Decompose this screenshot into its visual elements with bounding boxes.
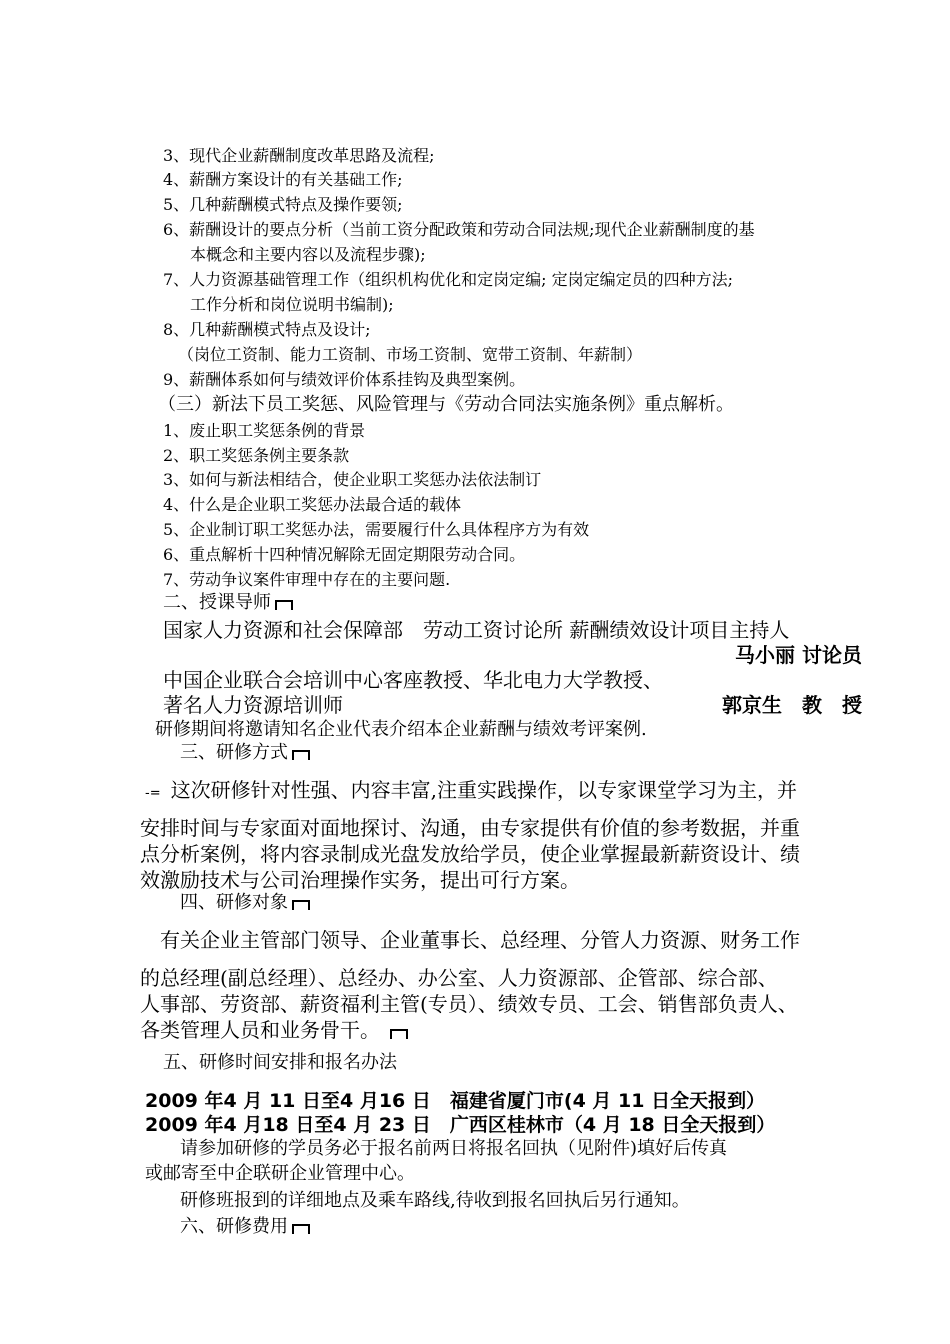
paragraph-line: 安排时间与专家面对面地探讨、沟通，由专家提供有价值的参考数据，并重	[140, 816, 800, 840]
list-item: 4、薪酬方案设计的有关基础工作;	[163, 170, 403, 189]
instructor-name: 郭京生 教 授	[722, 693, 862, 717]
list-item: 5、几种薪酬模式特点及操作要领;	[163, 195, 403, 214]
paragraph-line: 点分析案例，将内容录制成光盘发放给学员，使企业掌握最新薪资设计、绩	[140, 842, 800, 866]
list-item-continuation: （岗位工资制、能力工资制、市场工资制、宽带工资制、年薪制）	[178, 345, 643, 364]
instructor-note: 研修期间将邀请知名企业代表介绍本企业薪酬与绩效考评案例.	[155, 719, 647, 740]
paragraph-line: 请参加研修的学员务必于报名前两日将报名回执（见附件)填好后传真	[180, 1138, 728, 1159]
section-heading-target	[180, 894, 310, 912]
list-item: 8、几种薪酬模式特点及设计;	[163, 320, 371, 339]
schedule-line: 2009 年4 月18 日至4 月 23 日 广西区桂林市（4 月 18 日全天报到）	[145, 1114, 776, 1136]
instructor-name: 马小丽 讨论员	[735, 643, 862, 667]
list-item-continuation: 本概念和主要内容以及流程步骤);	[190, 245, 426, 264]
list-item: 7、劳动争议案件审理中存在的主要问题.	[163, 570, 451, 589]
list-item: 9、薪酬体系如何与绩效评价体系挂钩及典型案例。	[163, 370, 526, 389]
list-item: 6、重点解析十四种情况解除无固定期限劳动合同。	[163, 545, 526, 564]
edit-mark-icon	[275, 600, 293, 610]
section-heading-schedule: 五、研修时间安排和报名办法	[163, 1052, 397, 1073]
list-item: 7、人力资源基础管理工作（组织机构优化和定岗定编; 定岗定编定员的四种方法;	[163, 270, 734, 289]
bullet-mark: -=	[145, 786, 161, 801]
list-item: 4、什么是企业职工奖惩办法最合适的载体	[163, 495, 462, 514]
paragraph-line	[140, 1020, 408, 1040]
list-item: 2、职工奖惩条例主要条款	[163, 446, 350, 465]
heading-text: 六、研修费用	[180, 1216, 288, 1237]
list-item-continuation: 工作分析和岗位说明书编制);	[190, 295, 394, 314]
section-heading-fee	[180, 1218, 310, 1236]
paragraph-line: 或邮寄至中企联研企业管理中心。	[145, 1163, 415, 1184]
list-item: 3、现代企业薪酬制度改革思路及流程;	[163, 146, 435, 165]
heading-text: 三、研修方式	[180, 742, 288, 763]
instructor-title: 著名人力资源培训师	[163, 693, 343, 717]
instructor-org: 国家人力资源和社会保障部 劳动工资讨论所 薪酬绩效设计项目主持人	[163, 618, 790, 642]
list-item: 5、企业制订职工奖惩办法，需要履行什么具体程序方为有效	[163, 520, 590, 539]
list-item: 3、如何与新法相结合，使企业职工奖惩办法依法制订	[163, 470, 542, 489]
list-item: 6、薪酬设计的要点分析（当前工资分配政策和劳动合同法规;现代企业薪酬制度的基	[163, 220, 755, 239]
edit-mark-icon	[390, 1029, 408, 1039]
edit-mark-icon	[292, 1224, 310, 1234]
paragraph-line: 人事部、劳资部、薪资福利主管(专员）、绩效专员、工会、销售部负责人、	[140, 992, 798, 1016]
schedule-line: 2009 年4 月 11 日至4 月16 日 福建省厦门市(4 月 11 日全天报到）	[145, 1090, 766, 1112]
section-title: （三）新法下员工奖惩、风险管理与《劳动合同法实施条例》重点解析。	[158, 394, 734, 415]
paragraph-line: 的总经理(副总经理）、总经办、办公室、人力资源部、企管部、综合部、	[140, 966, 778, 990]
section-heading-method	[180, 744, 310, 762]
paragraph-line	[145, 780, 797, 800]
edit-mark-icon	[292, 900, 310, 910]
list-item: 1、废止职工奖惩条例的背景	[163, 421, 366, 440]
paragraph-text: 各类管理人员和业务骨干。	[140, 1018, 380, 1042]
edit-mark-icon	[292, 750, 310, 760]
section-heading-instructors	[163, 594, 293, 612]
instructor-title: 中国企业联合会培训中心客座教授、华北电力大学教授、	[163, 668, 663, 692]
paragraph-text: 这次研修针对性强、内容丰富,注重实践操作，以专家课堂学习为主，并	[170, 778, 797, 802]
heading-text: 四、研修对象	[180, 892, 288, 913]
paragraph-line: 效激励技术与公司治理操作实务，提出可行方案。	[140, 868, 580, 892]
paragraph-line: 有关企业主管部门领导、企业董事长、总经理、分管人力资源、财务工作	[160, 928, 800, 952]
heading-text: 二、授课导师	[163, 592, 271, 613]
paragraph-line: 研修班报到的详细地点及乘车路线,待收到报名回执后另行通知。	[180, 1190, 690, 1211]
